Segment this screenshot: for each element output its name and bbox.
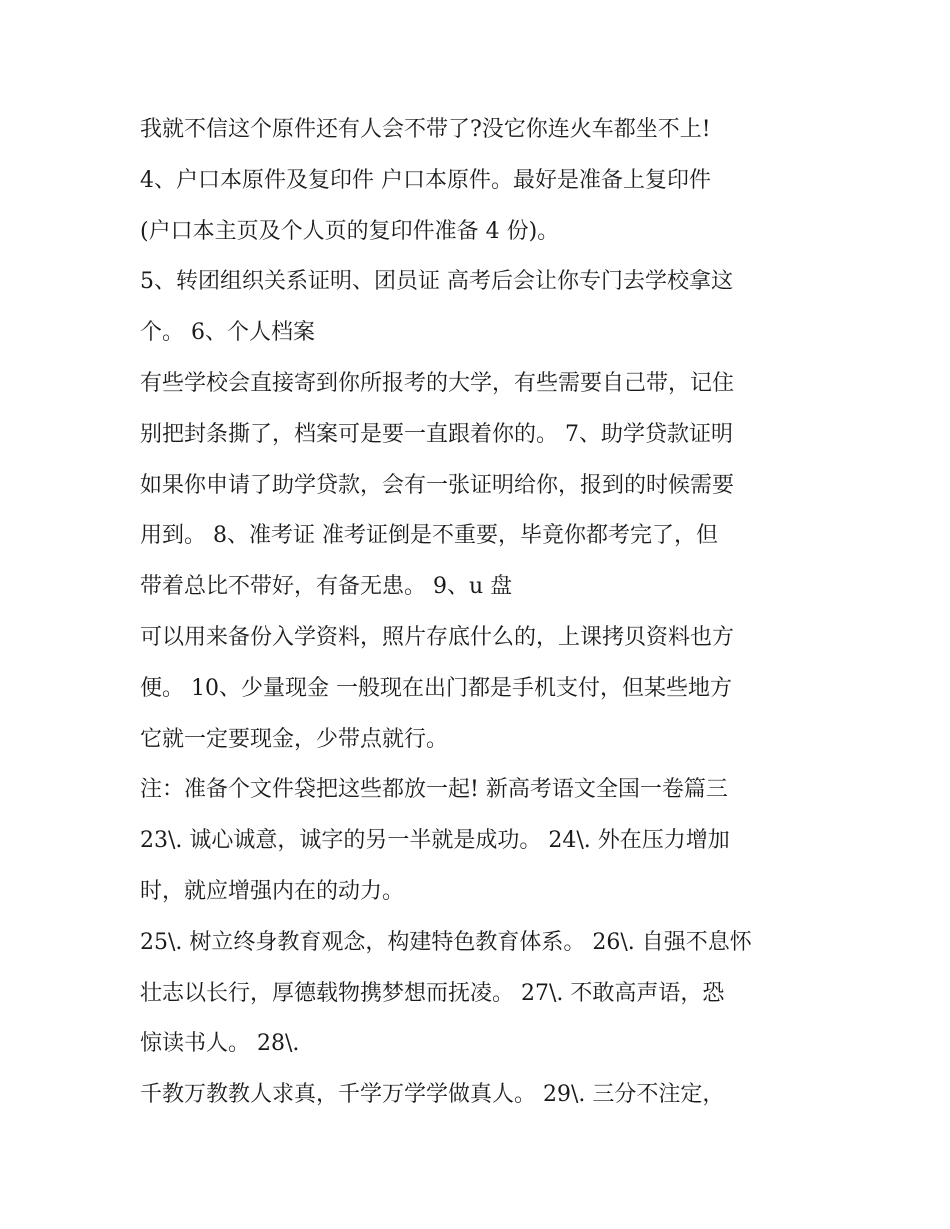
- text-line: 25\. 树立终身教育观念，构建特色教育体系。 26\. 自强不息怀: [140, 929, 752, 955]
- text-line: (户口本主页及个人页的复印件准备 4 份)。: [140, 218, 560, 244]
- text-line: 个。 6、个人档案: [140, 320, 315, 346]
- text-line: 带着总比不带好，有备无患。 9、u 盘: [140, 574, 513, 600]
- text-line: 可以用来备份入学资料，照片存底什么的，上课拷贝资料也方: [140, 624, 735, 650]
- text-line: 有些学校会直接寄到你所报考的大学，有些需要自己带，记住: [140, 370, 735, 396]
- text-line: 它就一定要现金，少带点就行。: [140, 726, 449, 752]
- text-line: 千教万教教人求真，千学万学学做真人。 29\. 三分不注定，: [140, 1082, 725, 1108]
- text-line: 壮志以长行，厚德载物携梦想而抚凌。 27\. 不敢高声语，恐: [140, 980, 725, 1006]
- text-line: 时，就应增强内在的动力。: [140, 878, 405, 904]
- text-line: 惊读书人。 28\.: [140, 1031, 300, 1057]
- text-line: 4、户口本原件及复印件 户口本原件。最好是准备上复印件: [140, 167, 711, 193]
- document-body: [140, 105, 820, 1121]
- text-line: 别把封条撕了，档案可是要一直跟着你的。 7、助学贷款证明: [140, 421, 733, 447]
- text-line: 23\. 诚心诚意，诚字的另一半就是成功。 24\. 外在压力增加: [140, 828, 730, 854]
- text-line: 便。 10、少量现金 一般现在出门都是手机支付，但某些地方: [140, 675, 732, 701]
- text-line: 注：准备个文件袋把这些都放一起! 新高考语文全国一卷篇三: [140, 777, 728, 803]
- text-line: 用到。 8、准考证 准考证倒是不重要，毕竟你都考完了，但: [140, 523, 718, 549]
- text-line: 我就不信这个原件还有人会不带了?没它你连火车都坐不上!: [140, 117, 711, 142]
- text-line: 5、转团组织关系证明、团员证 高考后会让你专门去学校拿这: [140, 269, 733, 295]
- text-line: 如果你申请了助学贷款，会有一张证明给你，报到的时候需要: [140, 472, 735, 498]
